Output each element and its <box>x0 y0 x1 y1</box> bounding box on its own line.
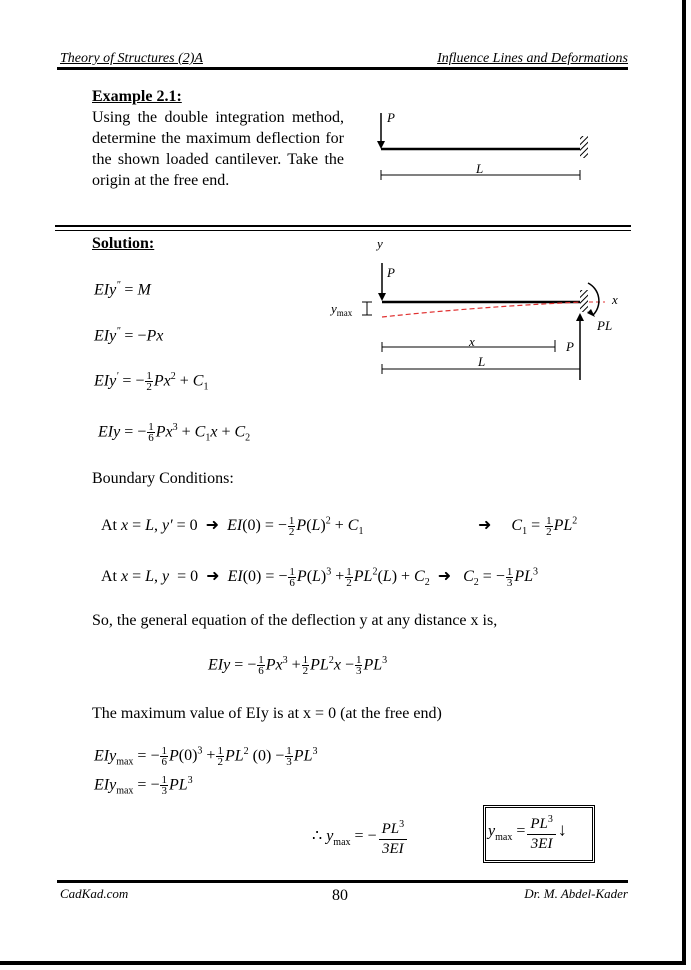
load-label: P <box>387 110 395 125</box>
section-rule-top <box>55 225 631 227</box>
boundary-label: Boundary Conditions: <box>92 470 234 487</box>
header-right: Influence Lines and Deformations <box>437 51 628 66</box>
max-text: The maximum value of EIy is at x = 0 (at the free end) <box>92 705 442 722</box>
eq-3: EIy' = − $\frac{1}{2}$ $Px^2 + C_1$ <box>94 370 209 394</box>
x-axis-label: x <box>612 292 618 307</box>
solution-title: Solution: <box>92 235 155 252</box>
deflection-figure <box>325 235 625 385</box>
footer-right: Dr. M. Abdel-Kader <box>524 886 628 901</box>
general-equation: EIy = − $\frac{1}{6}$ Px$^3$ + $\frac{1}{2}$ $PL^2x$ − $\frac{1}{3}$ $PL^3$ <box>208 654 388 678</box>
cantilever-figure <box>370 105 610 190</box>
example-text: Using the double integration method, determine the maximum deflection for the shown loaded cantilever. Take the origin at the free end. <box>92 109 344 189</box>
ymax-label: y <box>331 301 337 316</box>
answer-equation: $y_{max}$ = $\frac{PL^3}{3EI}$ ↓ <box>488 810 567 854</box>
y-axis-label: y <box>377 236 383 251</box>
header-rule <box>57 67 628 70</box>
bc-1-result: ➜ $C_1$ = $\frac{1}{2}$ $PL^2$ <box>478 514 578 538</box>
svg-text:ymax <box>329 301 353 318</box>
dist-x-label: x <box>469 334 475 349</box>
span-label-2: L <box>478 354 486 369</box>
section-rule-bottom <box>55 230 631 231</box>
bc-2: At x = L, y = 0 ➜ EI(0) = − $\frac{1}{6}$ $P(L)^3$ + $\frac{1}{2}$ $PL^2(L) + C_2$ ➜ $C_2$ = − $\frac{1}{3}$ $PL^3$ <box>101 565 539 589</box>
page-number: 80 <box>332 887 348 904</box>
eq-4: EIy = − $\frac{1}{6}$ $Px^3 + C_1x + C_2$ <box>98 421 251 445</box>
eq-1: EIy" = M <box>94 280 151 299</box>
header-left: Theory of Structures (2)A <box>60 51 203 66</box>
bc-1: At x = L, y′ = 0 ➜ EI(0) = − $\frac{1}{2}$ $P(L)^2 + C_1$ <box>101 514 364 538</box>
eq-max-1: EIy$_{max}$ = − $\frac{1}{6}$ $P(0)^3$ + $\frac{1}{2}$ $PL^2$ (0) − $\frac{1}{3}$ $PL^3$ <box>94 745 318 769</box>
eq-max-2: EIy$_{max}$ = − $\frac{1}{3}$ $PL^3$ <box>94 774 193 798</box>
moment-label: PL <box>597 318 613 333</box>
eq-2: EIy" = −Px <box>94 326 164 345</box>
footer-left: CadKad.com <box>60 886 129 901</box>
reaction-label: P <box>566 339 574 354</box>
load-label-2: P <box>387 265 395 280</box>
span-label: L <box>476 161 484 176</box>
eq-result: ∴ $y_{max}$ = − $\frac{PL^3}{3EI}$ <box>312 815 409 859</box>
example-title: Example 2.1: <box>92 88 182 105</box>
general-text: So, the general equation of the deflection y at any distance x is, <box>92 612 498 629</box>
ymax-sub: max <box>336 308 353 318</box>
footer-rule <box>57 880 628 883</box>
